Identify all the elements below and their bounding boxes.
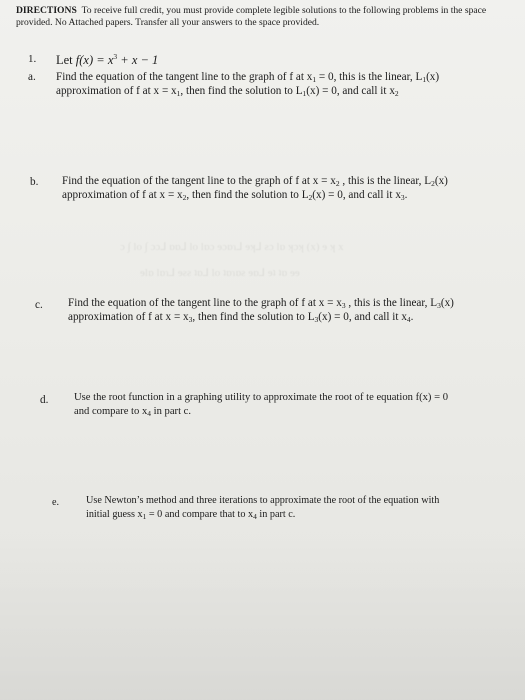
subscript: 4 (147, 409, 151, 418)
part-e-line-2 (86, 508, 295, 524)
part-d-text: and compare to x (74, 406, 148, 417)
part-c-label: c. (35, 299, 43, 311)
subscript: 3 (437, 301, 441, 310)
bleed-through-text: ɔ ∫ lo ∫ ɔɔ⅃ ɒɒ⅃ lo lɒɔ ɘɔɒɿ⅃ ɘʞ⅃ ƨɔ lɒ ʞɔʞ (x) ɘ ʞ x (120, 241, 344, 253)
part-a-text: Find the equation of the tangent line to the graph of f at x (56, 71, 313, 83)
subscript: 1 (422, 75, 427, 84)
part-a-text: approximation of f at x = x (56, 85, 177, 97)
part-b-text: Find the equation of the tangent line to the graph of f at x = x (62, 175, 336, 187)
part-a-text: (x) = 0, and call it x (306, 85, 395, 97)
part-c-text: . (410, 311, 414, 323)
directions-label: DIRECTIONS (16, 5, 77, 16)
let-word: Let (56, 53, 73, 67)
subscript: 2 (308, 193, 313, 202)
part-d-text: in part c. (151, 406, 192, 417)
part-d-line-1: Use the root function in a graphing utility to approximate the root of te equation f(x) = 0 (74, 392, 449, 403)
part-a-line-2 (56, 84, 399, 101)
subscript: 2 (182, 193, 187, 202)
subscript: 1 (302, 89, 307, 98)
part-e-line-1: Use Newton’s method and three iterations to approximate the root of the equation with (86, 495, 440, 506)
part-c-text: (x) = 0, and call it x (318, 311, 407, 323)
part-b-line-2 (62, 188, 407, 205)
subscript: 3 (188, 315, 193, 324)
part-c-text: approximation of f at x = x (68, 311, 189, 323)
part-e-text: in part c. (256, 509, 296, 520)
subscript: 1 (142, 512, 147, 521)
part-a-label: a. (28, 71, 36, 83)
part-b-text: . (404, 189, 408, 201)
directions-header (16, 5, 514, 29)
subscript: 2 (431, 179, 435, 188)
part-c-text: Find the equation of the tangent line to the graph of f at x = x (68, 297, 342, 309)
subscript: 1 (176, 89, 181, 98)
part-d-line-2 (74, 405, 191, 421)
subscript: 4 (406, 315, 411, 324)
function-definition (56, 50, 158, 67)
part-a-text: , then find the solution to L (180, 85, 303, 97)
part-e-text: = 0 and compare that to x (146, 509, 254, 520)
subscript: 3 (341, 301, 346, 310)
part-d-label: d. (40, 394, 49, 406)
part-b-text: (x) (434, 175, 448, 187)
part-e-label: e. (52, 497, 60, 508)
part-c-line-2 (68, 310, 413, 327)
function-exponent: 3 (113, 52, 118, 61)
subscript: 2 (335, 179, 340, 188)
problem-number: 1. (28, 53, 37, 65)
part-a-text: (x) (426, 71, 440, 83)
part-b-text: approximation of f at x = x (62, 189, 183, 201)
part-b-text: (x) = 0, and call it x (312, 189, 401, 201)
bleed-through-text: ɘlɒ lɒɿ⅃ ɘƨƨ ʇɒ⅃ lo ʇɒɿɒƨ ɘɒ⅃ ɘʇ ʇɒ ɘɘ (140, 267, 300, 279)
part-a-text: = 0, this is the linear, L (316, 71, 423, 83)
subscript: 3 (400, 193, 405, 202)
subscript: 3 (314, 315, 319, 324)
part-c-text: , then find the solution to L (192, 311, 315, 323)
subscript: 2 (394, 89, 399, 98)
directions-text: To receive full credit, you must provide complete legible solutions to the following problems in the space provided. No Attached papers. Transfer all your answers to the space provided. (16, 5, 487, 28)
part-b-text: , this is the linear, L (339, 175, 432, 187)
part-c-text: , this is the linear, L (345, 297, 438, 309)
part-c-text: (x) (440, 297, 454, 309)
page-shadow (0, 540, 525, 700)
function-rhs: + x − 1 (117, 53, 159, 67)
subscript: 1 (312, 75, 317, 84)
subscript: 4 (253, 512, 257, 521)
part-b-label: b. (30, 176, 39, 188)
part-b-text: , then find the solution to L (186, 189, 309, 201)
part-e-text: initial guess x (86, 509, 143, 520)
function-lhs: f(x) = x (75, 53, 114, 67)
